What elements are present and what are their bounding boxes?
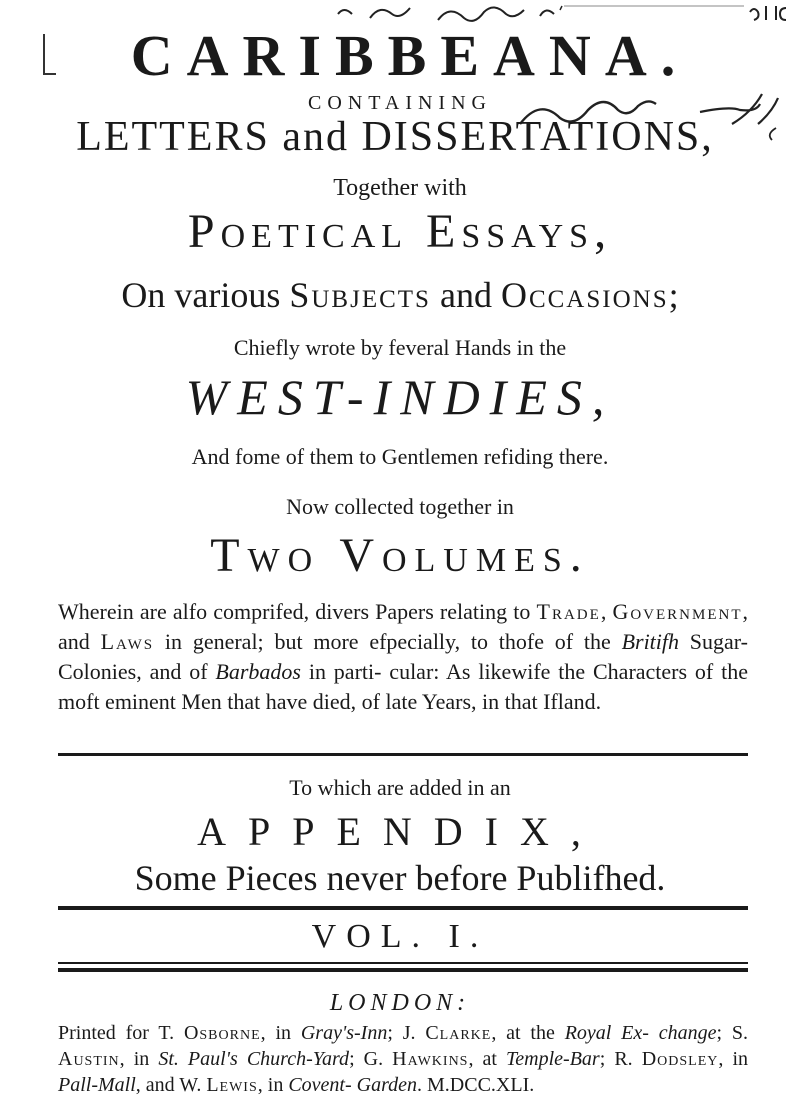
publisher-clarke: Clarke xyxy=(425,1022,492,1044)
imprint-text-c: ; J. xyxy=(387,1022,426,1044)
gentlemen-line: And fome of them to Gentlemen refiding there. xyxy=(191,444,609,469)
imprint-text-j: , in xyxy=(718,1048,748,1070)
imprint-text-k: , and W. xyxy=(135,1074,207,1096)
poetical-essays-line: Poetical Essays, xyxy=(187,205,613,258)
publisher-hawkins: Hawkins xyxy=(392,1048,469,1070)
divider-rule-2 xyxy=(58,906,748,910)
imprint-text-f: , in xyxy=(119,1048,159,1070)
place-royal-exchange: Royal Ex- change xyxy=(564,1022,717,1044)
volume-label: VOL. I. xyxy=(311,918,489,955)
publisher-osborne: Osborne xyxy=(183,1022,261,1044)
place-covent-garden: Covent- Garden xyxy=(288,1074,417,1096)
pieces-line: Some Pieces never before Publifhed. xyxy=(134,858,666,898)
desc-text-4: in general; but more efpecially, to thofe of the xyxy=(154,629,622,654)
place-grays-inn: Gray's-Inn xyxy=(300,1022,388,1044)
letters-line: LETTERS and DISSERTATIONS, xyxy=(76,114,714,160)
divider-rule-1 xyxy=(58,753,748,756)
imprint-text-b: , in xyxy=(260,1022,301,1044)
desc-text-2: , xyxy=(600,599,613,624)
divider-rule-4 xyxy=(58,968,748,972)
imprint-text-e: ; S. xyxy=(716,1022,749,1044)
chiefly-line: Chiefly wrote by feveral Hands in the xyxy=(233,335,567,360)
place-pall-mall: Pall-Mall xyxy=(58,1074,136,1096)
appendix-word: APPENDIX, xyxy=(197,809,603,854)
to-which-line: To which are added in an xyxy=(289,775,511,800)
two-volumes-line: Two Volumes. xyxy=(210,529,590,582)
government-word: Government xyxy=(612,599,743,624)
various-and: and xyxy=(430,275,501,315)
imprint-text-i: ; R. xyxy=(599,1048,642,1070)
book-title: CARIBBEANA. xyxy=(130,23,690,88)
imprint-text-l: , in xyxy=(257,1074,289,1096)
west-indies-line: WEST-INDIES, xyxy=(185,369,615,425)
imprint-text-g: ; G. xyxy=(349,1048,393,1070)
together-line: Together with xyxy=(333,175,467,201)
various-suffix: ; xyxy=(668,275,679,315)
imprint-paragraph xyxy=(58,1020,748,1098)
place-temple-bar: Temple-Bar xyxy=(506,1048,600,1070)
various-prefix: On various xyxy=(121,275,290,315)
desc-text-5: Sugar-Colonies, and of xyxy=(58,629,749,684)
imprint-city: LONDON: xyxy=(329,990,471,1016)
containing-label: CONTAINING xyxy=(308,92,492,114)
british-word: Britifh xyxy=(621,629,680,654)
barbados-word: Barbados xyxy=(215,659,301,684)
collected-line: Now collected together in xyxy=(286,494,514,519)
place-st-pauls: St. Paul's Church-Yard xyxy=(158,1048,350,1070)
imprint-text-h: , at xyxy=(468,1048,507,1070)
description-paragraph xyxy=(58,597,748,717)
imprint-date: . M.DCC.XLI. xyxy=(417,1074,535,1096)
trade-word: Trade xyxy=(536,599,601,624)
subjects-word: Subjects xyxy=(289,275,431,315)
imprint-text-d: , at the xyxy=(491,1022,565,1044)
desc-text-3: , and xyxy=(58,599,749,654)
occasions-word: Occasions xyxy=(500,275,669,315)
publisher-dodsley: Dodsley xyxy=(641,1048,719,1070)
divider-rule-3 xyxy=(58,962,748,964)
imprint-text-a: Printed for T. xyxy=(58,1022,184,1044)
desc-text-6: in parti- cular: As likewife the Characters of the moft eminent Men that have died, of late Years, in that Ifland. xyxy=(58,659,748,714)
various-subjects-line xyxy=(0,274,800,316)
publisher-austin: Austin xyxy=(58,1048,120,1070)
laws-word: Laws xyxy=(100,629,155,654)
desc-text-1: Wherein are alfo comprifed, divers Papers relating to xyxy=(58,599,537,624)
publisher-lewis: Lewis xyxy=(206,1074,258,1096)
